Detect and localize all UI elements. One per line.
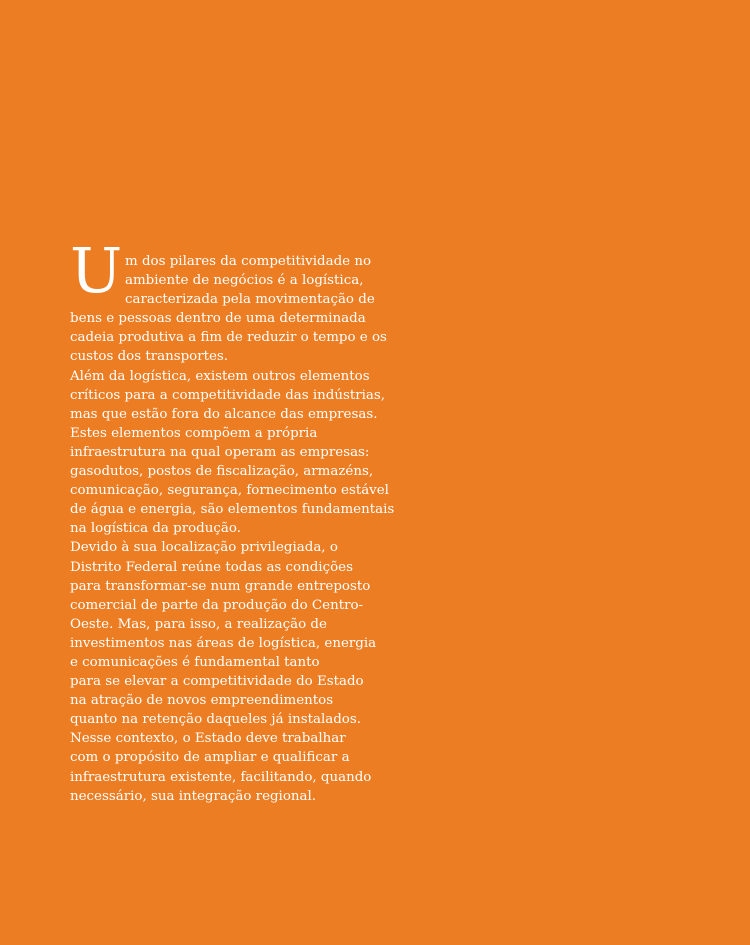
text-line: gasodutos, postos de fiscalização, armazéns, (70, 464, 374, 480)
text-line: infraestrutura existente, facilitando, quando (70, 769, 372, 785)
text-line: ambiente de negócios é a logística, (125, 273, 364, 289)
text-line: cadeia produtiva a fim de reduzir o tempo e os (70, 330, 387, 346)
text-line: de água e energia, são elementos fundamentais (70, 502, 395, 518)
paragraph-2 (70, 367, 395, 539)
text-line: caracterizada pela movimentação de (125, 292, 375, 308)
text-line: na atração de novos empreendimentos (70, 693, 334, 709)
text-line: na logística da produção. (70, 521, 241, 537)
paragraph-3 (70, 538, 377, 805)
text-line: mas que estão fora do alcance das empresas. (70, 406, 378, 422)
text-line: Além da logística, existem outros elementos (70, 368, 370, 384)
text-line: Estes elementos compõem a própria (70, 425, 318, 441)
text-line: custos dos transportes. (70, 349, 229, 365)
text-line: e comunicações é fundamental tanto (70, 654, 320, 670)
text-line: m dos pilares da competitividade no (125, 254, 372, 269)
text-line: quanto na retenção daqueles já instalados. (70, 712, 361, 728)
text-line: para transformar-se num grande entreposto (70, 578, 371, 594)
text-line: comercial de parte da produção do Centro- (70, 597, 364, 613)
text-line: investimentos nas áreas de logística, energia (70, 635, 377, 651)
text-line: Distrito Federal reúne todas as condições (70, 559, 353, 575)
text-line: Devido à sua localização privilegiada, o (70, 540, 338, 556)
text-line: críticos para a competitividade das indústrias, (70, 387, 386, 403)
article-body (70, 234, 395, 806)
text-line: para se elevar a competitividade do Estado (70, 674, 364, 690)
drop-cap: U (70, 234, 123, 307)
text-line: com o propósito de ampliar e qualificar a (70, 750, 350, 766)
text-line: necessário, sua integração regional. (70, 788, 317, 804)
text-line: Nesse contexto, o Estado deve trabalhar (70, 731, 346, 747)
text-line: comunicação, segurança, fornecimento estável (70, 483, 389, 499)
text-line: infraestrutura na qual operam as empresas: (70, 444, 370, 460)
text-line: bens e pessoas dentro de uma determinada (70, 311, 366, 327)
text-line: Oeste. Mas, para isso, a realização de (70, 616, 327, 632)
